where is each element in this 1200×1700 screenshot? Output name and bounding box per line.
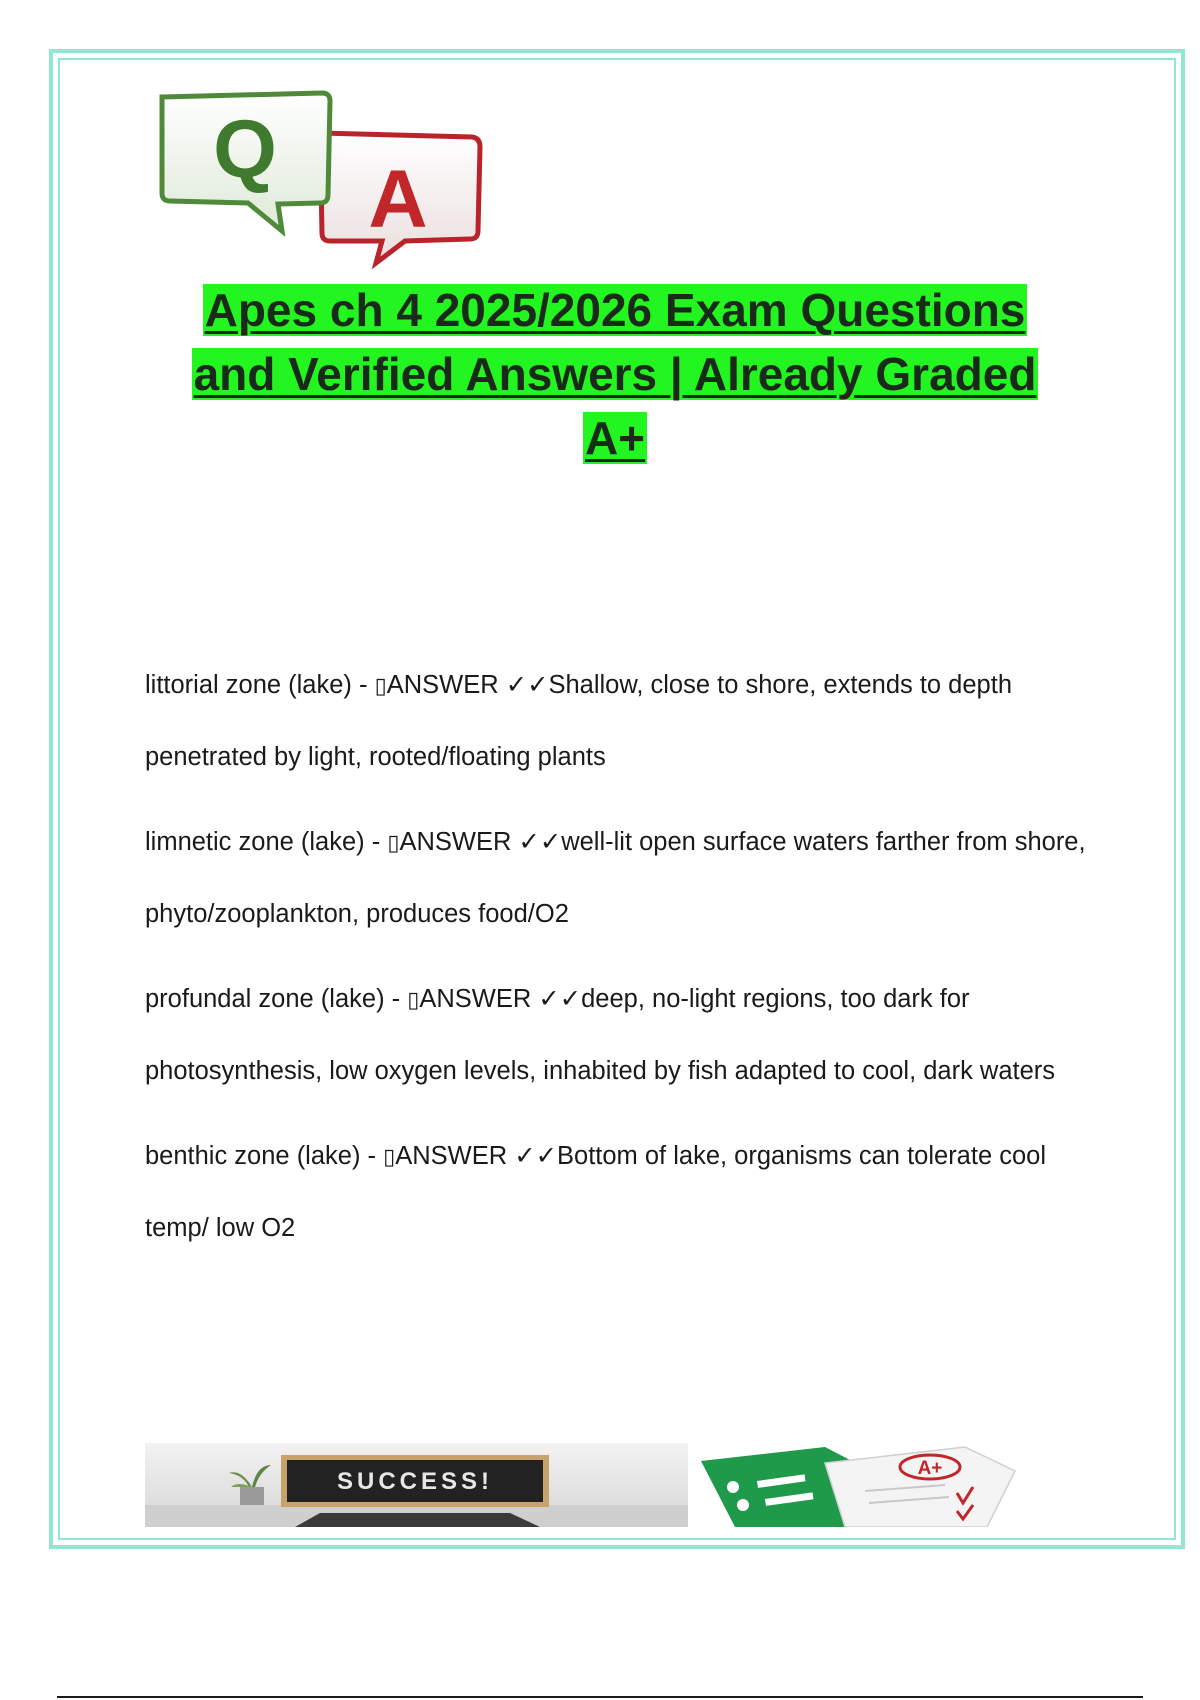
answer-marker-icon: ▯: [374, 674, 387, 699]
answer-marker-icon: ▯: [383, 1145, 396, 1170]
title-line-2: and Verified Answers | Already Graded: [193, 348, 1037, 400]
answer-label: ANSWER: [419, 985, 532, 1013]
qa-item-littoral: [145, 650, 1105, 793]
success-sign-text: SUCCESS!: [336, 1468, 494, 1495]
qa-term: littorial zone (lake) -: [145, 671, 375, 699]
qa-term: benthic zone (lake) -: [145, 1142, 384, 1170]
qa-definition: Shallow, close to shore, extends to depth penetrated by light, rooted/floating plants: [145, 671, 1012, 771]
qa-definition: well-lit open surface waters farther from shore, phyto/zooplankton, produces food/O2: [145, 828, 1086, 928]
qa-definition: Bottom of lake, organisms can tolerate cool temp/ low O2: [145, 1142, 1046, 1242]
qa-list: [145, 650, 1105, 1278]
title-line-3: A+: [584, 412, 646, 464]
graded-paper-image: [701, 1447, 1015, 1527]
answer-label: ANSWER: [386, 671, 499, 699]
answer-label: ANSWER: [399, 828, 512, 856]
check-marks-icon: ✓✓: [518, 827, 562, 857]
qa-item-limnetic: [145, 807, 1105, 950]
question-bubble-icon: [162, 93, 330, 231]
document-title: [120, 278, 1110, 470]
question-letter: Q: [213, 104, 277, 195]
qa-item-benthic: [145, 1121, 1105, 1264]
success-sign-image: [145, 1443, 688, 1527]
check-marks-icon: ✓✓: [538, 984, 582, 1014]
qa-definition: deep, no-light regions, too dark for photosynthesis, low oxygen levels, inhabited by fish adapted to cool, dark waters: [145, 985, 1056, 1085]
success-banner: [145, 1443, 1085, 1527]
answer-bubble-icon: [320, 133, 480, 263]
check-marks-icon: ✓✓: [514, 1141, 557, 1171]
footer-rule: [57, 1696, 1143, 1698]
grade-text: A+: [917, 1458, 943, 1479]
answer-marker-icon: ▯: [407, 988, 420, 1013]
qa-term: limnetic zone (lake) -: [145, 828, 388, 856]
answer-label: ANSWER: [395, 1142, 508, 1170]
title-line-1: Apes ch 4 2025/2026 Exam Questions: [204, 284, 1026, 336]
answer-letter: A: [368, 154, 428, 245]
qa-term: profundal zone (lake) -: [145, 985, 408, 1013]
qa-logo: [150, 85, 490, 285]
qa-item-profundal: [145, 964, 1105, 1107]
check-marks-icon: ✓✓: [505, 670, 549, 700]
answer-marker-icon: ▯: [387, 831, 400, 856]
